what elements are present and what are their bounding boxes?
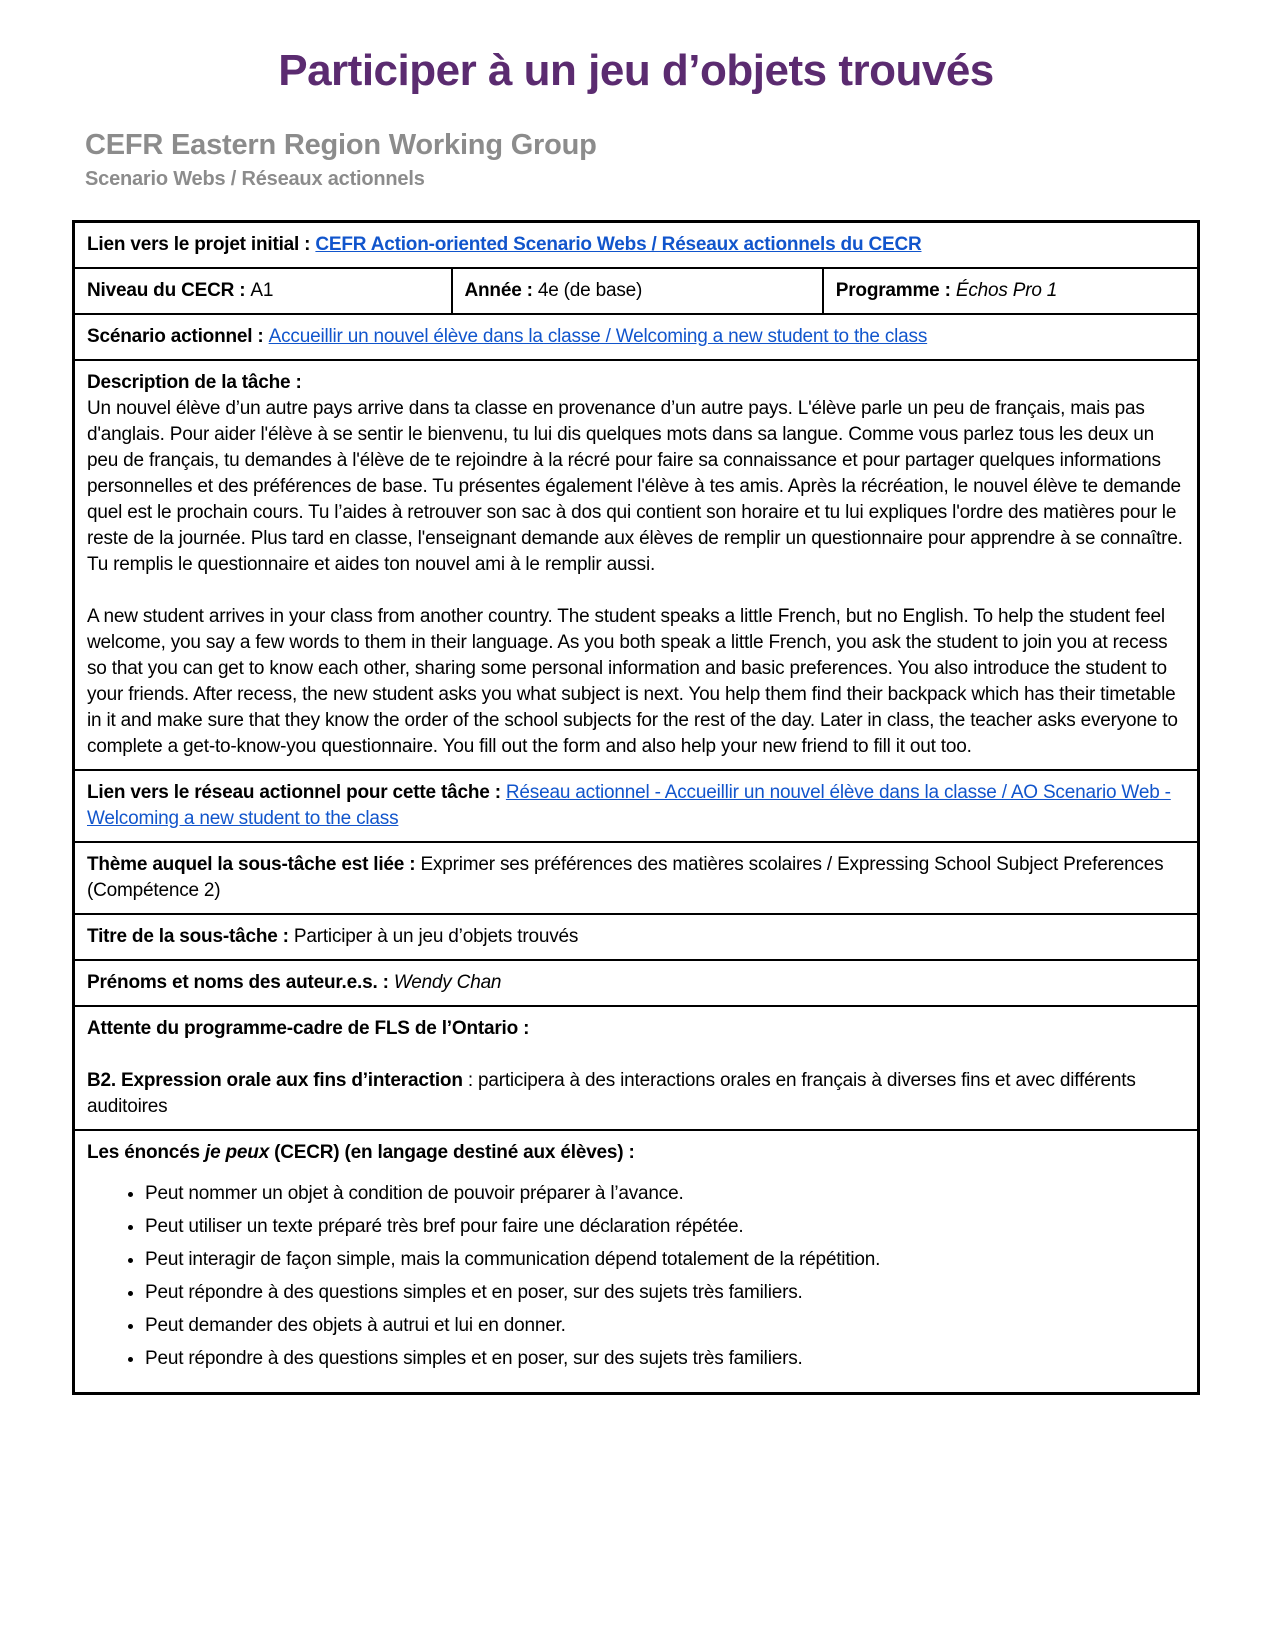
- task-description-french: Un nouvel élève d’un autre pays arrive dans ta classe en provenance d’un autre pays. L'élève parle un peu de français, mais pas d'anglais. Pour aider l'élève à se sentir le bienvenu, tu lui dis quelques mots dans sa langue. Comme vous parlez tous les deux un peu de français, tu demandes à l'élève de te rejoindre à la récré pour faire sa connaissance et pour partager quelques informations personnelles et des préférences de base. Tu présentes également l'élève à tes amis. Après la récréation, le nouvel élève te demande quel est le prochain cours. Tu l’aides à retrouver son sac à dos qui contient son horaire et tu lui expliques l'ordre des matières pour le reste de la journée. Plus tard en classe, l'enseignant demande aux élèves de remplir un questionnaire pour apprendre à se connaître. Tu remplis le questionnaire et aides ton nouvel ami à le remplir aussi.: [87, 397, 1183, 575]
- row-can-do-statements: [74, 1130, 1199, 1394]
- can-do-item: • Peut interagir de façon simple, mais la communication dépend totalement de la répétition.: [145, 1246, 1185, 1274]
- cefr-level-value: A1: [250, 279, 274, 301]
- network-link[interactable]: Réseau actionnel - Accueillir un nouvel élève dans la classe / AO Scenario Web - Welcoming a new student to the class: [87, 781, 1171, 829]
- can-do-heading-suffix: (CECR) (en langage destiné aux élèves) :: [269, 1141, 635, 1163]
- scenario-webs-tagline: Scenario Webs / Réseaux actionnels: [85, 167, 425, 190]
- row-network-link: [74, 770, 1199, 842]
- can-do-item: • Peut utiliser un texte préparé très bref pour faire une déclaration répétée.: [145, 1213, 1185, 1241]
- authors-cell: [74, 960, 1199, 1006]
- can-do-heading: [87, 1140, 1185, 1166]
- row-curriculum-expectation: [74, 1006, 1199, 1130]
- subtask-title-value: Participer à un jeu d’objets trouvés: [293, 925, 579, 947]
- scenario-cell: [74, 314, 1199, 360]
- subtask-title-label: Titre de la sous-tâche :: [87, 925, 294, 947]
- expectation-code: B2. Expression orale aux fins d’interaction: [87, 1069, 463, 1091]
- year-cell: [452, 268, 823, 314]
- program-cell: [823, 268, 1199, 314]
- expectation-text: : participera à des interactions orales en français à diverses fins et avec différents auditoires: [87, 1069, 1136, 1117]
- project-link-cell: [74, 221, 1199, 268]
- curriculum-expectation-cell: [74, 1006, 1199, 1130]
- cefr-level-label: Niveau du CECR :: [87, 279, 251, 301]
- can-do-item: • Peut répondre à des questions simples et en poser, sur des sujets très familiers.: [145, 1279, 1185, 1307]
- year-label: Année :: [464, 279, 538, 301]
- network-link-cell: [74, 770, 1199, 842]
- theme-value: Exprimer ses préférences des matières scolaires / Expressing School Subject Preferences (Compétence 2): [87, 853, 1164, 901]
- can-do-heading-je-peux: je peux: [204, 1141, 270, 1163]
- year-value: 4e (de base): [537, 279, 643, 301]
- program-label: Programme :: [835, 279, 956, 301]
- row-subtask-title: [74, 914, 1199, 960]
- working-group-heading: CEFR Eastern Region Working Group: [85, 129, 597, 161]
- scenario-info-table: [72, 220, 1200, 1395]
- project-link[interactable]: CEFR Action-oriented Scenario Webs / Réseaux actionnels du CECR: [315, 233, 922, 255]
- can-do-item: • Peut demander des objets à autrui et lui en donner.: [145, 1312, 1185, 1340]
- task-description-cell: [74, 360, 1199, 770]
- authors-value: Wendy Chan: [393, 971, 502, 993]
- expectation-heading: Attente du programme-cadre de FLS de l’Ontario :: [87, 1017, 530, 1039]
- task-description-english: A new student arrives in your class from another country. The student speaks a little French, but no English. To help the student feel welcome, you say a few words to them in their language. As you both speak a little French, you ask the student to join you at recess so that you can get to know each other, sharing some personal information and basic preferences. You also introduce the student to your friends. After recess, the new student asks you what subject is next. You help them find their backpack which has their timetable in it and make sure that they know the order of the school subjects for the rest of the day. Later in class, the teacher asks everyone to complete a get-to-know-you questionnaire. You fill out the form and also help your new friend to fill it out too.: [87, 605, 1178, 757]
- can-do-cell: [74, 1130, 1199, 1394]
- task-description-heading: Description de la tâche :: [87, 371, 302, 393]
- program-value: Échos Pro 1: [955, 279, 1058, 301]
- network-link-label: Lien vers le réseau actionnel pour cette tâche :: [87, 781, 506, 803]
- can-do-list: [87, 1180, 1185, 1373]
- can-do-heading-prefix: Les énoncés: [87, 1141, 205, 1163]
- subtask-title-cell: [74, 914, 1199, 960]
- authors-label: Prénoms et noms des auteur.e.s. :: [87, 971, 394, 993]
- row-authors: [74, 960, 1199, 1006]
- can-do-item: • Peut répondre à des questions simples et en poser, sur des sujets très familiers.: [145, 1345, 1185, 1373]
- page-title: Participer à un jeu d’objets trouvés: [278, 46, 994, 95]
- row-task-description: [74, 360, 1199, 770]
- row-project-link: [74, 221, 1199, 268]
- scenario-link[interactable]: Accueillir un nouvel élève dans la classe / Welcoming a new student to the class: [268, 325, 928, 347]
- expectation-paragraph: [87, 1068, 1185, 1120]
- can-do-item: • Peut nommer un objet à condition de pouvoir préparer à l’avance.: [145, 1180, 1185, 1208]
- theme-label: Thème auquel la sous-tâche est liée :: [87, 853, 421, 875]
- cefr-level-cell: [74, 268, 452, 314]
- project-link-label: Lien vers le projet initial :: [87, 233, 316, 255]
- scenario-label: Scénario actionnel :: [87, 325, 269, 347]
- theme-cell: [74, 842, 1199, 914]
- row-level-year-program: [74, 268, 1199, 314]
- row-theme: [74, 842, 1199, 914]
- row-scenario: [74, 314, 1199, 360]
